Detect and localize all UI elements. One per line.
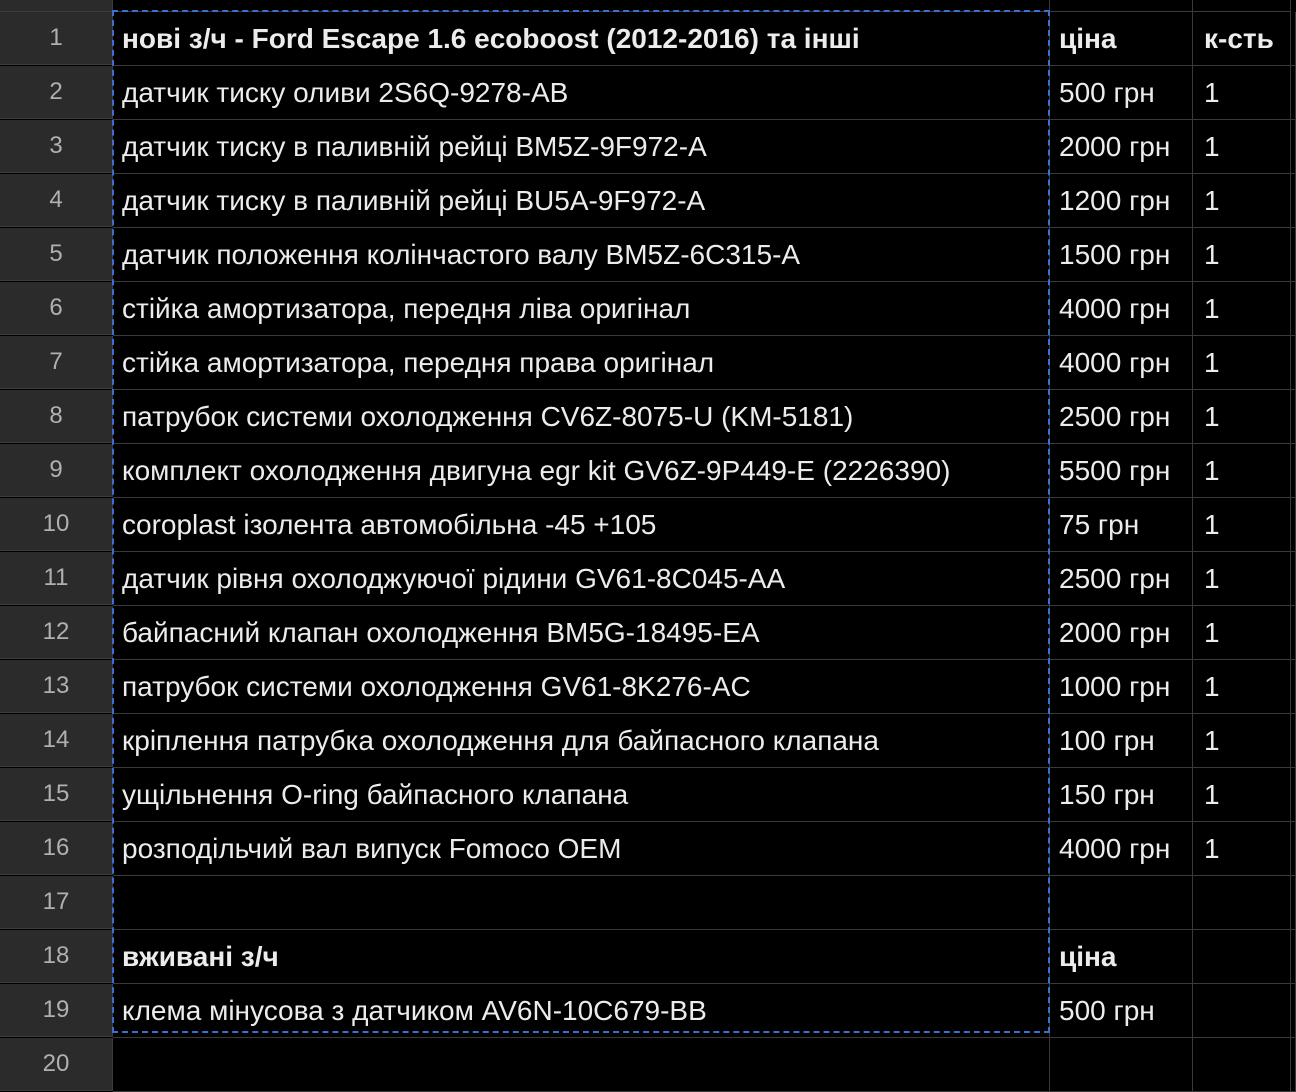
cell-strip-c[interactable] xyxy=(1193,0,1291,12)
cell-quantity[interactable]: 1 xyxy=(1193,822,1291,876)
cell-item-name[interactable]: датчик тиску в паливній рейці BU5A-9F972-A xyxy=(113,174,1050,228)
table-row xyxy=(0,498,1296,552)
cell-price[interactable]: 1500 грн xyxy=(1050,228,1193,282)
cell-next-column[interactable] xyxy=(1291,336,1296,390)
cell-item-name[interactable]: датчик тиску оливи 2S6Q-9278-AB xyxy=(113,66,1050,120)
row-header[interactable]: 17 xyxy=(0,876,113,929)
cell-quantity[interactable]: 1 xyxy=(1193,336,1291,390)
cell-item-name[interactable]: ущільнення O-ring байпасного клапана xyxy=(113,768,1050,822)
row-header[interactable]: 2 xyxy=(0,66,113,119)
cell-price[interactable]: ціна xyxy=(1050,930,1193,984)
cell-next-column[interactable] xyxy=(1291,120,1296,174)
row-header-strip xyxy=(0,0,113,12)
cell-quantity[interactable]: 1 xyxy=(1193,768,1291,822)
row-header[interactable]: 7 xyxy=(0,336,113,389)
cell-next-column[interactable] xyxy=(1291,444,1296,498)
cell-item-name[interactable]: стійка амортизатора, передня ліва оригінал xyxy=(113,282,1050,336)
cell-price[interactable]: 150 грн xyxy=(1050,768,1193,822)
cell-strip-a[interactable] xyxy=(113,0,1050,12)
table-row xyxy=(0,714,1296,768)
cell-price[interactable]: 75 грн xyxy=(1050,498,1193,552)
row-header[interactable]: 6 xyxy=(0,282,113,335)
table-row xyxy=(0,552,1296,606)
table-row xyxy=(0,876,1296,930)
cell-item-name[interactable] xyxy=(113,876,1050,930)
row-header[interactable]: 14 xyxy=(0,714,113,767)
row-header[interactable]: 8 xyxy=(0,390,113,443)
cell-item-name[interactable]: комплект охолодження двигуна egr kit GV6Z-9P449-E (2226390) xyxy=(113,444,1050,498)
cell-item-name[interactable]: кріплення патрубка охолодження для байпасного клапана xyxy=(113,714,1050,768)
row-header[interactable]: 15 xyxy=(0,768,113,821)
cell-strip-b[interactable] xyxy=(1050,0,1193,12)
cell-quantity[interactable]: 1 xyxy=(1193,228,1291,282)
cell-item-name[interactable]: патрубок системи охолодження GV61-8K276-AC xyxy=(113,660,1050,714)
cell-price[interactable]: 2500 грн xyxy=(1050,552,1193,606)
cell-item-name[interactable] xyxy=(113,1038,1050,1092)
cell-next-column[interactable] xyxy=(1291,390,1296,444)
cell-price[interactable]: 100 грн xyxy=(1050,714,1193,768)
cell-price[interactable]: 4000 грн xyxy=(1050,282,1193,336)
cell-price[interactable]: 2000 грн xyxy=(1050,120,1193,174)
cell-item-name[interactable]: датчик рівня охолоджуючої рідини GV61-8C045-AA xyxy=(113,552,1050,606)
cell-item-name[interactable]: датчик тиску в паливній рейці BM5Z-9F972-A xyxy=(113,120,1050,174)
row-header[interactable]: 19 xyxy=(0,984,113,1037)
cell-item-name[interactable]: байпасний клапан охолодження BM5G-18495-EA xyxy=(113,606,1050,660)
cell-next-column[interactable] xyxy=(1291,930,1296,984)
cell-quantity[interactable] xyxy=(1193,930,1291,984)
cell-item-name[interactable]: стійка амортизатора, передня права оригінал xyxy=(113,336,1050,390)
cell-quantity[interactable] xyxy=(1193,876,1291,930)
table-row xyxy=(0,768,1296,822)
cell-next-column[interactable] xyxy=(1291,768,1296,822)
cell-next-column[interactable] xyxy=(1291,876,1296,930)
cell-quantity[interactable]: к-сть xyxy=(1193,12,1291,66)
cell-next-column[interactable] xyxy=(1291,714,1296,768)
cell-item-name[interactable]: coroplast ізолента автомобільна -45 +105 xyxy=(113,498,1050,552)
table-row xyxy=(0,174,1296,228)
row-header[interactable]: 16 xyxy=(0,822,113,875)
cell-price[interactable]: 5500 грн xyxy=(1050,444,1193,498)
table-row xyxy=(0,336,1296,390)
cell-price[interactable]: 4000 грн xyxy=(1050,336,1193,390)
table-row xyxy=(0,228,1296,282)
cell-price[interactable]: 2500 грн xyxy=(1050,390,1193,444)
cell-item-name[interactable]: патрубок системи охолодження CV6Z-8075-U (KM-5181) xyxy=(113,390,1050,444)
cell-item-name[interactable]: датчик положення колінчастого валу BM5Z-6C315-A xyxy=(113,228,1050,282)
table-row xyxy=(0,12,1296,66)
cell-price[interactable]: 2000 грн xyxy=(1050,606,1193,660)
cell-quantity[interactable]: 1 xyxy=(1193,552,1291,606)
cell-price[interactable]: 500 грн xyxy=(1050,984,1193,1038)
cell-next-column[interactable] xyxy=(1291,12,1296,66)
cell-quantity[interactable] xyxy=(1193,1038,1291,1092)
cell-quantity[interactable] xyxy=(1193,984,1291,1038)
cell-item-name[interactable]: розподільчий вал випуск Fomoco OEM xyxy=(113,822,1050,876)
cell-next-column[interactable] xyxy=(1291,228,1296,282)
row-header[interactable]: 5 xyxy=(0,228,113,281)
row-header[interactable]: 13 xyxy=(0,660,113,713)
table-row xyxy=(0,390,1296,444)
cell-item-name[interactable]: вживані з/ч xyxy=(113,930,1050,984)
cell-quantity[interactable]: 1 xyxy=(1193,444,1291,498)
cell-price[interactable]: 500 грн xyxy=(1050,66,1193,120)
cell-item-name[interactable]: клема мінусова з датчиком AV6N-10C679-BB xyxy=(113,984,1050,1038)
table-row xyxy=(0,606,1296,660)
cell-quantity[interactable]: 1 xyxy=(1193,66,1291,120)
row-header[interactable]: 11 xyxy=(0,552,113,605)
cell-next-column[interactable] xyxy=(1291,66,1296,120)
row-header[interactable]: 18 xyxy=(0,930,113,983)
table-row xyxy=(0,660,1296,714)
row-header[interactable]: 3 xyxy=(0,120,113,173)
row-header[interactable]: 1 xyxy=(0,12,113,65)
table-row xyxy=(0,120,1296,174)
cell-quantity[interactable]: 1 xyxy=(1193,120,1291,174)
table-row xyxy=(0,930,1296,984)
cell-price[interactable]: ціна xyxy=(1050,12,1193,66)
cell-price[interactable]: 1000 грн xyxy=(1050,660,1193,714)
row-header[interactable]: 9 xyxy=(0,444,113,497)
cell-next-column[interactable] xyxy=(1291,174,1296,228)
table-row xyxy=(0,1038,1296,1092)
row-header[interactable]: 10 xyxy=(0,498,113,551)
cell-next-column[interactable] xyxy=(1291,606,1296,660)
cell-next-column[interactable] xyxy=(1291,498,1296,552)
cell-quantity[interactable]: 1 xyxy=(1193,660,1291,714)
cell-quantity[interactable]: 1 xyxy=(1193,282,1291,336)
cell-item-name[interactable]: нові з/ч - Ford Escape 1.6 ecoboost (2012-2016) та інші xyxy=(113,12,1050,66)
table-row xyxy=(0,444,1296,498)
cell-quantity[interactable]: 1 xyxy=(1193,498,1291,552)
table-row xyxy=(0,282,1296,336)
previous-row-strip xyxy=(0,0,1296,12)
cell-quantity[interactable]: 1 xyxy=(1193,606,1291,660)
row-header[interactable]: 20 xyxy=(0,1038,113,1091)
cell-next-column[interactable] xyxy=(1291,822,1296,876)
table-row xyxy=(0,66,1296,120)
cell-price[interactable]: 4000 грн xyxy=(1050,822,1193,876)
cell-price[interactable]: 1200 грн xyxy=(1050,174,1193,228)
row-header[interactable]: 4 xyxy=(0,174,113,227)
table-row xyxy=(0,822,1296,876)
cell-quantity[interactable]: 1 xyxy=(1193,174,1291,228)
table-row xyxy=(0,984,1296,1038)
row-header[interactable]: 12 xyxy=(0,606,113,659)
cell-next-column[interactable] xyxy=(1291,1038,1296,1092)
cell-quantity[interactable]: 1 xyxy=(1193,390,1291,444)
cell-price[interactable] xyxy=(1050,1038,1193,1092)
cell-next-column[interactable] xyxy=(1291,984,1296,1038)
cell-price[interactable] xyxy=(1050,876,1193,930)
cell-quantity[interactable]: 1 xyxy=(1193,714,1291,768)
cell-next-column[interactable] xyxy=(1291,552,1296,606)
cell-next-column[interactable] xyxy=(1291,660,1296,714)
cell-next-column[interactable] xyxy=(1291,282,1296,336)
